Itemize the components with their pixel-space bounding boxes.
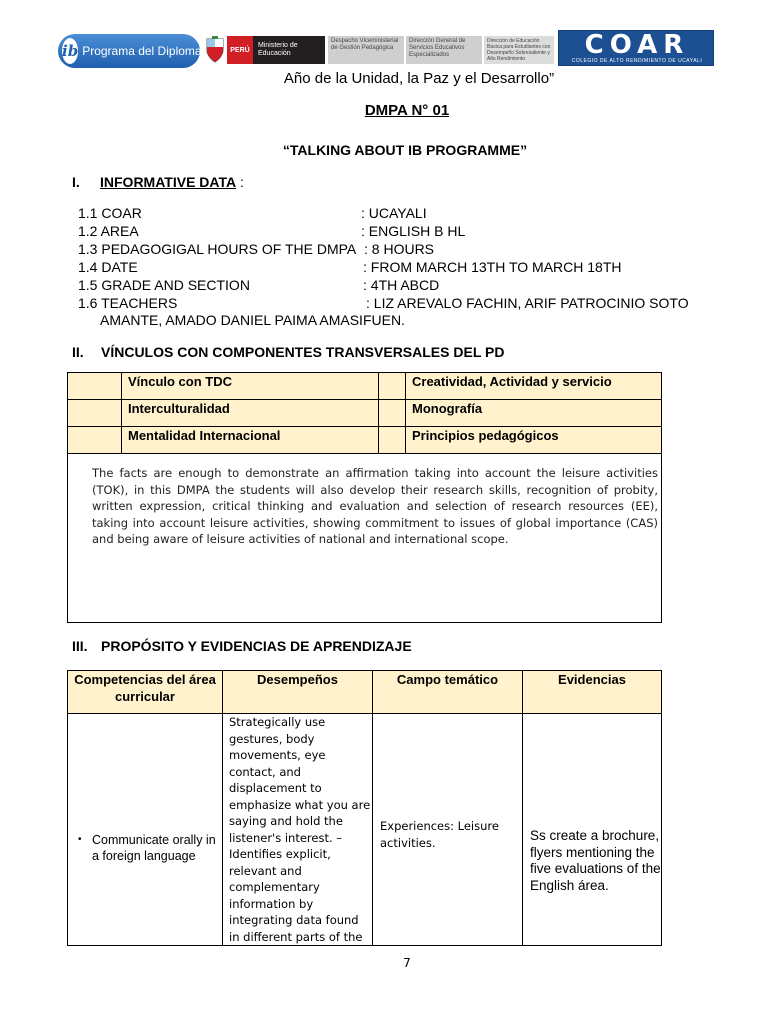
link-cell: Mentalidad Internacional — [122, 427, 379, 454]
coar-logo-subtitle: COLEGIO DE ALTO RENDIMIENTO DE UCAYALI — [571, 58, 703, 64]
section-1-title: INFORMATIVE DATA — [100, 174, 237, 190]
page-subtitle: “TALKING ABOUT IB PROGRAMME” — [282, 142, 528, 158]
direccion-general-label: Dirección General de Servicios Educativos Especializados — [406, 36, 482, 64]
table-cell — [379, 427, 406, 454]
link-cell: Vínculo con TDC — [122, 373, 379, 400]
link-cell: Interculturalidad — [122, 400, 379, 427]
section-2-number: II. — [72, 344, 84, 360]
section-1-number: I. — [72, 174, 80, 190]
campo-tematico-text: Experiences: Leisure activities. — [380, 819, 499, 850]
competencia-text: Communicate orally in a foreign language — [92, 833, 216, 863]
info-value: : FROM MARCH 13TH TO MARCH 18TH — [363, 259, 622, 275]
viceministerial-label: Despacho Viceministerial de Gestión Pedagógica — [328, 36, 404, 64]
section-3-number: III. — [72, 638, 88, 654]
learning-evidence-table — [67, 670, 662, 946]
direccion-educacion-label: Dirección de Educación Básica para Estudiantes con Desempeño Sobresaliente y Alto Rendimiento — [484, 36, 554, 64]
info-label: 1.2 AREA — [78, 223, 139, 239]
section-1-colon: : — [236, 174, 244, 190]
table-cell — [68, 373, 122, 400]
teachers-continued: AMANTE, AMADO DANIEL PAIMA AMASIFUEN. — [100, 312, 405, 328]
peru-label: PERÚ — [227, 36, 253, 64]
transversal-links-table — [67, 372, 662, 623]
page-title — [0, 102, 768, 119]
info-label: 1.4 DATE — [78, 259, 138, 275]
peru-shield-icon — [205, 36, 225, 64]
table-cell — [68, 400, 122, 427]
info-value: : 8 HOURS — [364, 241, 435, 257]
campo-tematico-cell — [373, 714, 523, 945]
link-cell: Principios pedagógicos — [406, 427, 661, 454]
info-value: : LIZ AREVALO FACHIN, ARIF PATROCINIO SOTO — [366, 295, 689, 311]
info-label: 1.5 GRADE AND SECTION — [78, 277, 250, 293]
info-value: : ENGLISH B HL — [361, 223, 466, 239]
link-cell: Monografía — [406, 400, 661, 427]
info-label: 1.3 PEDAGOGIGAL HOURS OF THE DMPA — [78, 241, 357, 257]
coar-logo — [558, 30, 714, 66]
coar-logo-word: COAR — [584, 30, 690, 60]
section-1-title-wrap — [100, 174, 244, 190]
competencia-cell — [68, 714, 223, 945]
info-label: 1.6 TEACHERS — [78, 295, 178, 311]
table-cell — [379, 400, 406, 427]
info-value: : UCAYALI — [361, 205, 427, 221]
ib-programme-logo — [58, 34, 200, 68]
ib-logo-letters: ib — [62, 38, 78, 64]
section-2-title: VÍNCULOS CON COMPONENTES TRANSVERSALES DEL PD — [101, 344, 505, 360]
table-cell — [68, 427, 122, 454]
desempenos-text: Strategically use gestures, body movements, eye contact, and displacement to emphasize what you are saying and hold the listener's interest. – Identifies explicit, relevant and complementary information by integrating data found in different parts of the — [229, 715, 371, 944]
info-label: 1.1 COAR — [78, 205, 142, 221]
year-motto: Año de la Unidad, la Paz y el Desarrollo” — [283, 70, 555, 87]
column-header: Competencias del área curricular — [68, 671, 223, 714]
transversal-description: The facts are enough to demonstrate an affirmation taking into account the leisure activities (TOK), in this DMPA the students will also develop their research skills, recognition of probity, written expression, critical thinking and evaluation and selection of research resources (EE), taking into account leisure activities, showing commitment to issues of global importance (CAS) and being aware of leisure activities of national and international scope. — [92, 466, 658, 547]
page-title-text: DMPA N° 01 — [364, 102, 450, 119]
column-header: Campo temático — [373, 671, 523, 714]
info-value: : 4TH ABCD — [363, 277, 440, 293]
minedu-label: Ministerio de Educación — [253, 36, 325, 64]
desempenos-cell — [223, 714, 373, 945]
evidencias-text: Ss create a brochure, flyers mentioning the five evaluations of the English área. — [530, 828, 661, 893]
column-header: Desempeños — [223, 671, 373, 714]
link-cell: Creatividad, Actividad y servicio — [406, 373, 661, 400]
bullet-icon: • — [78, 834, 82, 845]
page-number: 7 — [403, 956, 411, 970]
table-cell — [379, 373, 406, 400]
ib-logo-text: Programa del Diploma — [82, 44, 202, 58]
column-header: Evidencias — [523, 671, 661, 714]
evidencias-cell — [523, 714, 661, 945]
section-3-heading — [0, 638, 768, 656]
section-2-heading — [0, 344, 768, 362]
section-1-heading — [0, 174, 768, 192]
section-3-title: PROPÓSITO Y EVIDENCIAS DE APRENDIZAJE — [101, 638, 412, 654]
